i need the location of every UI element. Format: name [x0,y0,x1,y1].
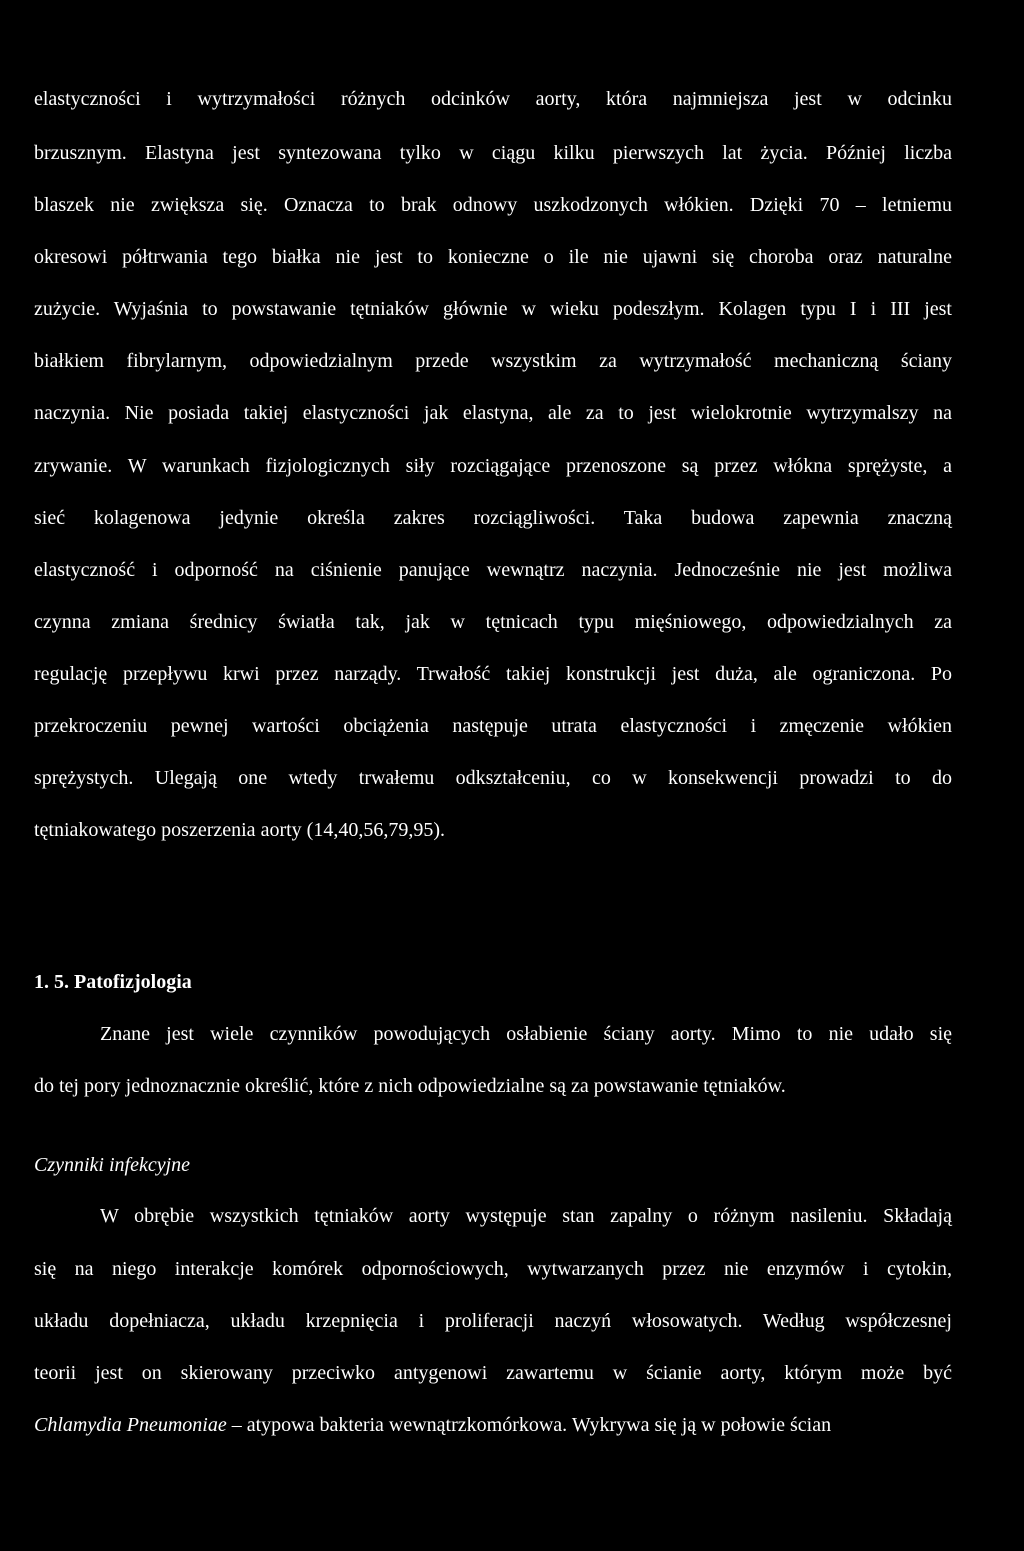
text-line [34,245,952,269]
line-text: – atypowa bakteria wewnątrzkomórkowa. Wykrywa się ją w połowie ścian [226,1414,832,1436]
text-line [34,454,952,478]
line-text: brzusznym. Elastyna jest syntezowana tylko w ciągu kilku pierwszych lat życia. Później liczba [34,142,952,164]
line-text: blaszek nie zwiększa się. Oznacza to brak odnowy uszkodzonych włókien. Dzięki 70 – letniemu [34,194,952,216]
text-line [34,349,952,373]
line-text: białkiem fibrylarnym, odpowiedzialnym przede wszystkim za wytrzymałość mechaniczną ściany [34,350,952,372]
text-line [34,818,445,842]
line-text: zużycie. Wyjaśnia to powstawanie tętniaków głównie w wieku podeszłym. Kolagen typu I i III jest [34,298,952,320]
text-line [100,1204,952,1228]
species-name: Chlamydia Pneumoniae [34,1414,227,1436]
text-line [34,1361,952,1385]
text-line [34,1257,952,1281]
text-line [34,714,952,738]
line-text: naczynia. Nie posiada takiej elastyczności jak elastyna, ale za to jest wielokrotnie wytrzymalszy na [34,402,952,424]
text-line [34,1074,786,1098]
text-line [34,1309,952,1333]
line-text: W obrębie wszystkich tętniaków aorty występuje stan zapalny o różnym nasileniu. Składają [100,1205,952,1227]
text-line [34,401,952,425]
line-text: Znane jest wiele czynników powodujących osłabienie ściany aorty. Mimo to nie udało się [100,1023,952,1045]
text-line [100,1022,952,1046]
line-text: zrywanie. W warunkach fizjologicznych siły rozciągające przenoszone są przez włókna sprężyste, a [34,455,952,477]
text-line [34,297,952,321]
text-line [34,141,952,165]
line-text: do tej pory jednoznacznie określić, które z nich odpowiedzialne są za powstawanie tętniaków. [34,1075,786,1097]
line-text: tętniakowatego poszerzenia aorty (14,40,56,79,95). [34,819,445,841]
text-line [34,558,952,582]
line-text: regulację przepływu krwi przez narządy. Trwałość takiej konstrukcji jest duża, ale ograniczona. Po [34,663,952,685]
line-text: się na niego interakcje komórek odpornościowych, wytwarzanych przez nie enzymów i cytokin, [34,1258,952,1280]
line-text: teorii jest on skierowany przeciwko antygenowi zawartemu w ścianie aorty, którym może być [34,1362,952,1384]
line-text: elastyczność i odporność na ciśnienie panujące wewnątrz naczynia. Jednocześnie nie jest możliwa [34,559,952,581]
line-text: sieć kolagenowa jedynie określa zakres rozciągliwości. Taka budowa zapewnia znaczną [34,507,952,529]
text-line [34,766,952,790]
line-text: elastyczności i wytrzymałości różnych odcinków aorty, która najmniejsza jest w odcinku [34,88,952,110]
line-text: okresowi półtrwania tego białka nie jest to konieczne o ile nie ujawni się choroba oraz naturalne [34,246,952,268]
text-line [34,610,952,634]
section-heading: 1. 5. Patofizjologia [34,971,192,993]
line-text: układu dopełniacza, układu krzepnięcia i proliferacji naczyń włosowatych. Według współczesnej [34,1310,952,1332]
text-line [34,506,952,530]
subsection-heading: Czynniki infekcyjne [34,1154,191,1176]
text-line [34,87,952,111]
text-line [34,1413,831,1437]
line-text: czynna zmiana średnicy światła tak, jak w tętnicach typu mięśniowego, odpowiedzialnych za [34,611,952,633]
line-text: przekroczeniu pewnej wartości obciążenia następuje utrata elastyczności i zmęczenie włókien [34,715,952,737]
line-text: sprężystych. Ulegają one wtedy trwałemu odkształceniu, co w konsekwencji prowadzi to do [34,767,952,789]
text-line [34,193,952,217]
text-line [34,662,952,686]
